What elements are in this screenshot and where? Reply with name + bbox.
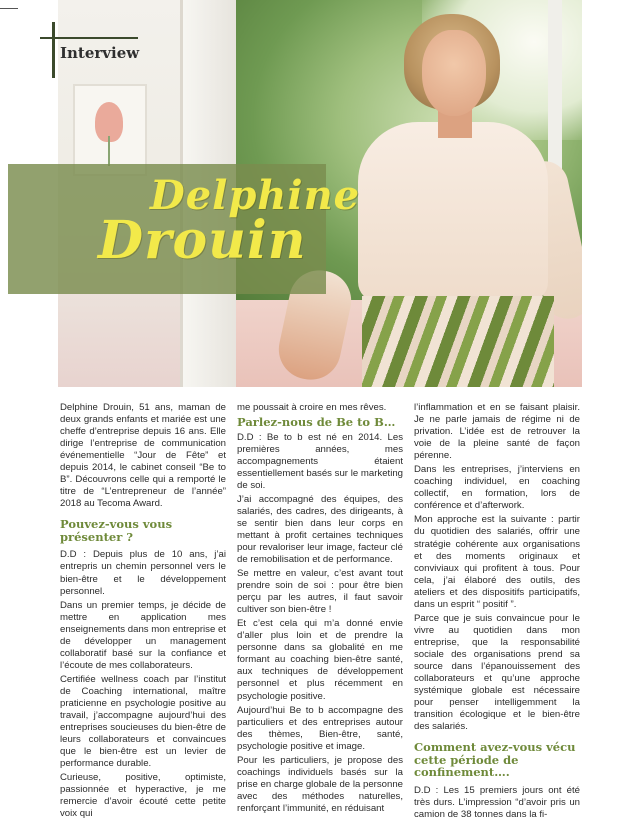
answer-paragraph: l’inflammation et en se faisant plaisir. Je ne parle jamais de régime ni de privation. L’idée est de retrouver la voie de la pleine santé de façon pérenne. [414, 402, 580, 462]
answer-paragraph: Aujourd’hui Be to b accompagne des particuliers et des entreprises autour des thèmes, Bien-être, santé, psychologie positive et image. [237, 704, 403, 752]
answer-paragraph: Dans les entreprises, j’interviens en coaching individuel, en coaching collectif, en formation, lors de conférence et d’afterwork. [414, 464, 580, 512]
question-heading: Comment avez-vous vécu cette période de confinement…. [414, 740, 576, 780]
question-heading: Parlez-nous de Be to B… [237, 415, 396, 430]
header-rule-horizontal [40, 37, 138, 39]
section-label: Interview [60, 44, 140, 62]
photo-face [422, 30, 486, 116]
answer-paragraph: Curieuse, positive, optimiste, passionnée et hyperactive, je me remercie d’avoir écouté cette petite voix qui [60, 772, 226, 820]
interviewee-first-name: Delphine [150, 172, 361, 219]
text-column-2 [237, 402, 403, 817]
question-heading: Pouvez-vous vous présenter ? [60, 517, 173, 544]
answer-paragraph: D.D : Les 15 premiers jours ont été très durs. L’impression “d’avoir pris un camion de 38 tonnes dans la fi- [414, 784, 580, 820]
answer-paragraph: Se mettre en valeur, c’est avant tout prendre soin de soi : pour être bien perçu par les autres, il faut savoir cultiver son bien-être ! [237, 568, 403, 616]
photo-blouse [358, 122, 548, 302]
header-rule-vertical [52, 22, 55, 78]
answer-paragraph: J’ai accompagné des équipes, des salariés, des cadres, des dirigeants, à se sentir bien dans leur corps en mettant à profit certaines techniques pour revaloriser leur image, facteur clé de remobilisation et de performance. [237, 493, 403, 566]
photo-skirt [362, 296, 554, 387]
answer-paragraph: Mon approche est la suivante : partir du quotidien des salariés, offrir une stratégie cohérente aux organisations et des moments originaux et conviviaux qui profitent à tous. Pour cela, j’ai élaboré des outils, des ateliers et des dispositifs participatifs, dans un esprit “ positif ”. [414, 514, 580, 610]
answer-paragraph: Dans un premier temps, je décide de mettre en application mes enseignements dans mon entreprise et de développer un management collaboratif basé sur la confiance et l’écoute de mes collaborateurs. [60, 599, 226, 671]
answer-paragraph: Pour les particuliers, je propose des coachings individuels basés sur la prise en charge globale de la personne avec des méthodes naturelles, renforçant l’immunité, en réduisant [237, 754, 403, 814]
answer-paragraph: Parce que je suis convaincue pour le vivre au quotidien dans mon entreprise, que la responsabilité sociale des organisations prend sa source dans l’épanouissement des collaborateurs et qu’une approche systémique globale est nécessaire pour penser intelligemment la transition écologique et le bien-être des salariés. [414, 612, 580, 733]
intro-paragraph: Delphine Drouin, 51 ans, maman de deux grands enfants et mariée est une cheffe d’entreprise depuis 16 ans. Elle dirige l’entreprise de communication événementielle “Jour de Fête” et depuis 2014, le cabinet conseil “Be to B”. Découvrons celle qui a remporté le titre de “L’entrepreneur de l’année” 2018 au Tecoma Award. [60, 402, 226, 510]
answer-paragraph: D.D : Depuis plus de 10 ans, j’ai entrepris un chemin personnel vers le bien-être et le développement personnel. [60, 549, 226, 597]
answer-paragraph: Certifiée wellness coach par l’institut de Coaching international, maître praticienne en psychologie positive au travail, j’accompagne aujourd’hui des entreprises soucieuses du bien-être de leurs collaborateurs et convaincues que le bien-être est un levier de performance durable. [60, 673, 226, 770]
text-column-3 [414, 402, 580, 823]
answer-paragraph: Et c’est cela qui m’a donné envie d’aller plus loin et de prendre la personne dans sa globalité en me formant au coaching bien-être santé, aux techniques de développement personnel et plus récemment en psychologie positive. [237, 618, 403, 702]
text-column-1 [60, 402, 226, 822]
interviewee-last-name: Drouin [98, 210, 307, 271]
answer-paragraph: me poussait à croire en mes rêves. [237, 402, 387, 413]
photo-flower-stem [108, 136, 110, 166]
crop-mark [0, 8, 18, 9]
answer-paragraph: D.D : Be to b est né en 2014. Les premières années, mes accompagnements étaient essentiellement basés sur le marketing de soi. [237, 431, 403, 491]
photo-wall-frame [73, 84, 147, 176]
